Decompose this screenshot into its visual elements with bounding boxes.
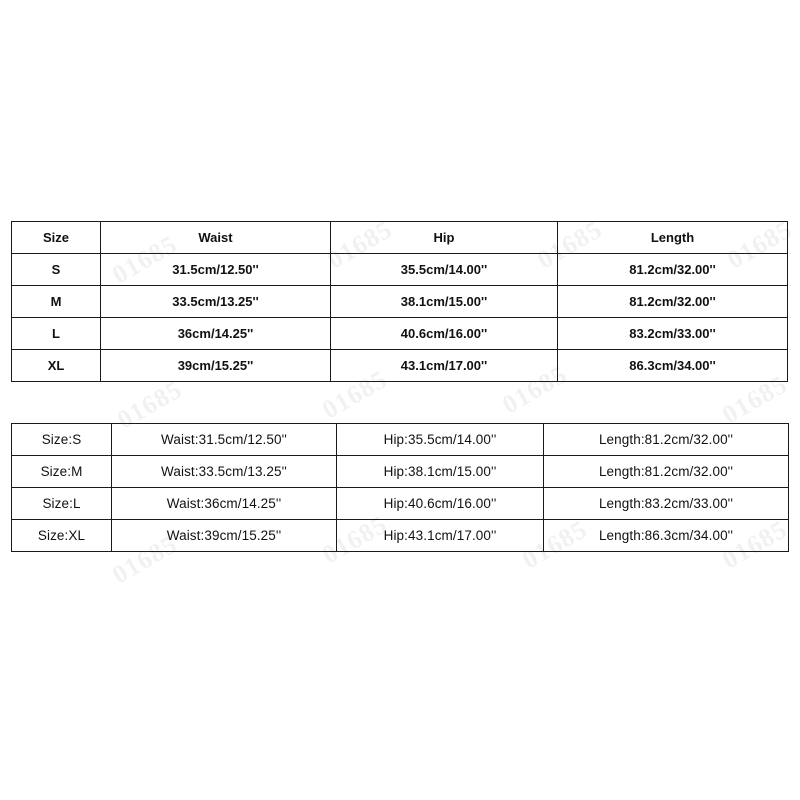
size-chart-labeled-table bbox=[11, 423, 789, 552]
hip-cell: 38.1cm/15.00'' bbox=[331, 286, 558, 318]
table-row bbox=[12, 456, 789, 488]
hip-cell: 40.6cm/16.00'' bbox=[331, 318, 558, 350]
length-cell: Length:81.2cm/32.00'' bbox=[544, 456, 789, 488]
hip-cell: Hip:38.1cm/15.00'' bbox=[337, 456, 544, 488]
waist-cell: Waist:36cm/14.25'' bbox=[112, 488, 337, 520]
length-cell: Length:86.3cm/34.00'' bbox=[544, 520, 789, 552]
watermark: 01685 bbox=[317, 509, 393, 570]
waist-cell: 39cm/15.25'' bbox=[101, 350, 331, 382]
header-cell-waist: Waist bbox=[101, 222, 331, 254]
header-cell-length: Length bbox=[558, 222, 788, 254]
watermark: 01685 bbox=[107, 529, 183, 590]
header-cell-size: Size bbox=[12, 222, 101, 254]
hip-cell: Hip:43.1cm/17.00'' bbox=[337, 520, 544, 552]
size-cell: S bbox=[12, 254, 101, 286]
size-chart-table bbox=[11, 221, 788, 382]
size-cell: XL bbox=[12, 350, 101, 382]
length-cell: 81.2cm/32.00'' bbox=[558, 286, 788, 318]
watermark: 01685 bbox=[317, 364, 393, 425]
table-row bbox=[12, 350, 788, 382]
watermark: 01685 bbox=[107, 229, 183, 290]
watermark: 01685 bbox=[717, 369, 793, 430]
hip-cell: Hip:40.6cm/16.00'' bbox=[337, 488, 544, 520]
size-cell: M bbox=[12, 286, 101, 318]
table-row bbox=[12, 424, 789, 456]
hip-cell: 43.1cm/17.00'' bbox=[331, 350, 558, 382]
size-cell: Size:S bbox=[12, 424, 112, 456]
waist-cell: Waist:33.5cm/13.25'' bbox=[112, 456, 337, 488]
size-cell: L bbox=[12, 318, 101, 350]
watermark: 01685 bbox=[517, 514, 593, 575]
length-cell: 86.3cm/34.00'' bbox=[558, 350, 788, 382]
length-cell: Length:81.2cm/32.00'' bbox=[544, 424, 789, 456]
hip-cell: Hip:35.5cm/14.00'' bbox=[337, 424, 544, 456]
watermark: 01685 bbox=[722, 214, 798, 275]
watermark: 01685 bbox=[717, 514, 793, 575]
size-cell: Size:L bbox=[12, 488, 112, 520]
table-header-row bbox=[12, 222, 788, 254]
length-cell: Length:83.2cm/33.00'' bbox=[544, 488, 789, 520]
waist-cell: 33.5cm/13.25'' bbox=[101, 286, 331, 318]
watermark: 01685 bbox=[322, 214, 398, 275]
table-row bbox=[12, 488, 789, 520]
table-row bbox=[12, 286, 788, 318]
table-row bbox=[12, 318, 788, 350]
watermark: 01685 bbox=[497, 359, 573, 420]
watermark: 01685 bbox=[532, 214, 608, 275]
watermark: 01685 bbox=[112, 374, 188, 435]
length-cell: 83.2cm/33.00'' bbox=[558, 318, 788, 350]
waist-cell: 36cm/14.25'' bbox=[101, 318, 331, 350]
size-cell: Size:XL bbox=[12, 520, 112, 552]
waist-cell: Waist:31.5cm/12.50'' bbox=[112, 424, 337, 456]
waist-cell: 31.5cm/12.50'' bbox=[101, 254, 331, 286]
header-cell-hip: Hip bbox=[331, 222, 558, 254]
size-cell: Size:M bbox=[12, 456, 112, 488]
waist-cell: Waist:39cm/15.25'' bbox=[112, 520, 337, 552]
table-row bbox=[12, 520, 789, 552]
table-row bbox=[12, 254, 788, 286]
length-cell: 81.2cm/32.00'' bbox=[558, 254, 788, 286]
hip-cell: 35.5cm/14.00'' bbox=[331, 254, 558, 286]
